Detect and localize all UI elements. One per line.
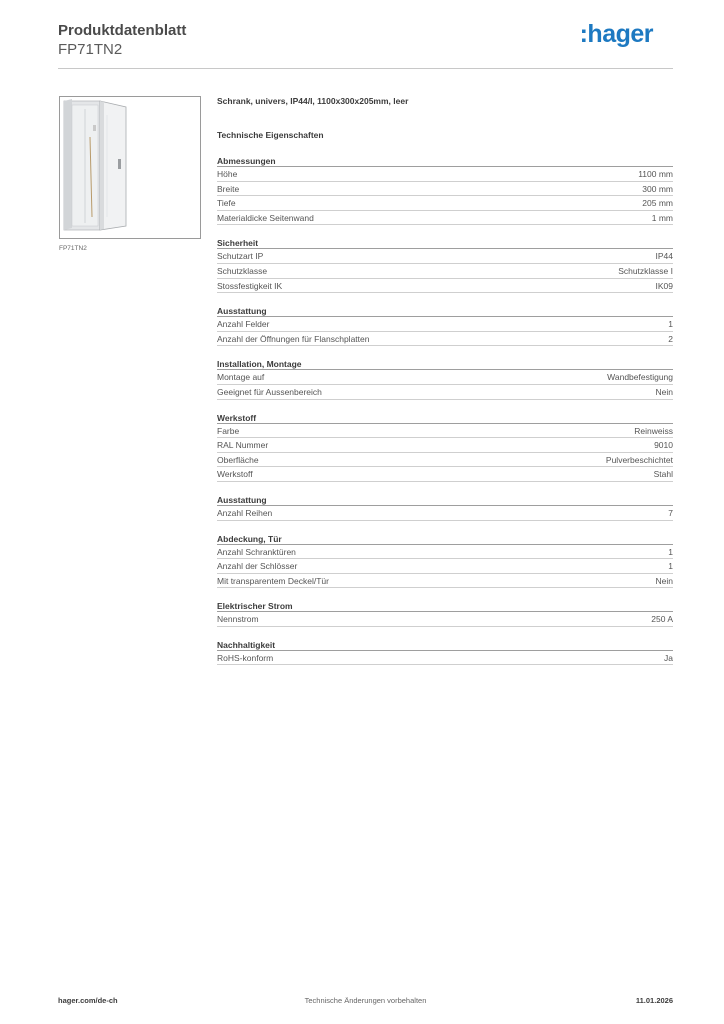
property-label: Anzahl der Schlösser bbox=[217, 561, 298, 572]
property-row bbox=[217, 506, 673, 521]
section-title: Elektrischer Strom bbox=[217, 600, 673, 612]
property-value: Reinweiss bbox=[634, 425, 673, 436]
document-header bbox=[58, 20, 673, 70]
property-label: Anzahl Schranktüren bbox=[217, 546, 296, 557]
section-title: Abmessungen bbox=[217, 155, 673, 167]
footer-notice: Technische Änderungen vorbehalten bbox=[304, 996, 427, 1005]
property-section bbox=[217, 494, 673, 521]
property-section bbox=[217, 358, 673, 399]
property-value: 1 mm bbox=[651, 212, 673, 223]
property-section bbox=[217, 237, 673, 293]
section-title: Nachhaltigkeit bbox=[217, 639, 673, 651]
property-row bbox=[217, 167, 673, 182]
product-content bbox=[217, 95, 673, 665]
property-section bbox=[217, 155, 673, 225]
tech-properties-heading: Technische Eigenschaften bbox=[217, 130, 324, 140]
property-section bbox=[217, 533, 673, 589]
property-value: Pulverbeschichtet bbox=[605, 454, 673, 465]
product-description: Schrank, univers, IP44/I, 1100x300x205mm, leer bbox=[217, 96, 409, 106]
section-title: Ausstattung bbox=[217, 305, 673, 317]
property-label: Breite bbox=[217, 183, 240, 194]
property-section bbox=[217, 639, 673, 666]
property-value: 250 A bbox=[651, 614, 673, 625]
property-label: RAL Nummer bbox=[217, 440, 269, 451]
property-label: RoHS-konform bbox=[217, 652, 274, 663]
property-label: Anzahl Felder bbox=[217, 319, 270, 330]
property-row bbox=[217, 196, 673, 211]
property-value: 2 bbox=[668, 333, 673, 344]
property-value: IP44 bbox=[655, 251, 673, 262]
section-title: Ausstattung bbox=[217, 494, 673, 506]
section-title: Installation, Montage bbox=[217, 358, 673, 370]
property-value: 9010 bbox=[654, 440, 673, 451]
property-row bbox=[217, 385, 673, 400]
section-title: Sicherheit bbox=[217, 237, 673, 249]
property-value: 1100 mm bbox=[638, 169, 673, 179]
property-row bbox=[217, 249, 673, 264]
property-label: Montage auf bbox=[217, 372, 265, 383]
property-row bbox=[217, 438, 673, 453]
property-section bbox=[217, 305, 673, 346]
property-value: Ja bbox=[664, 652, 673, 663]
property-label: Nennstrom bbox=[217, 614, 259, 625]
property-label: Oberfläche bbox=[217, 454, 259, 465]
property-section bbox=[217, 412, 673, 482]
section-title: Werkstoff bbox=[217, 412, 673, 424]
footer-date: 11.01.2026 bbox=[635, 996, 673, 1005]
image-caption: FP71TN2 bbox=[59, 245, 87, 252]
property-row bbox=[217, 211, 673, 226]
property-row bbox=[217, 264, 673, 279]
property-value: Nein bbox=[655, 575, 673, 586]
property-label: Schutzart IP bbox=[217, 251, 264, 262]
property-label: Anzahl Reihen bbox=[217, 507, 273, 518]
property-row bbox=[217, 545, 673, 560]
property-row bbox=[217, 279, 673, 294]
page-footer bbox=[58, 996, 673, 1010]
property-row bbox=[217, 370, 673, 385]
property-value: 300 mm bbox=[642, 183, 673, 194]
document-title: Produktdatenblatt bbox=[58, 22, 187, 39]
property-value: 205 mm bbox=[642, 198, 673, 209]
property-section bbox=[217, 600, 673, 627]
property-row bbox=[217, 332, 673, 347]
header-divider bbox=[58, 68, 673, 69]
property-value: Stahl bbox=[653, 469, 673, 480]
footer-website: hager.com/de-ch bbox=[58, 996, 118, 1005]
property-label: Schutzklasse bbox=[217, 265, 268, 276]
property-row bbox=[217, 559, 673, 574]
cabinet-illustration bbox=[60, 97, 200, 238]
property-label: Anzahl der Öffnungen für Flanschplatten bbox=[217, 333, 370, 344]
property-value: 1 bbox=[668, 319, 673, 330]
property-value: 1 bbox=[668, 561, 673, 572]
property-label: Materialdicke Seitenwand bbox=[217, 212, 314, 223]
property-label: Mit transparentem Deckel/Tür bbox=[217, 575, 329, 586]
property-row bbox=[217, 453, 673, 468]
property-row bbox=[217, 424, 673, 439]
property-row bbox=[217, 317, 673, 332]
product-code: FP71TN2 bbox=[58, 41, 123, 58]
property-label: Tiefe bbox=[217, 198, 236, 209]
property-value: Nein bbox=[655, 386, 673, 397]
property-row bbox=[217, 467, 673, 482]
property-label: Stossfestigkeit IK bbox=[217, 280, 283, 291]
property-label: Geeignet für Aussenbereich bbox=[217, 386, 322, 397]
property-value: 7 bbox=[668, 507, 673, 518]
hager-logo: :hager bbox=[579, 20, 653, 48]
property-row bbox=[217, 182, 673, 197]
property-row bbox=[217, 612, 673, 627]
property-value: Wandbefestigung bbox=[607, 372, 673, 383]
property-value: IK09 bbox=[655, 280, 673, 291]
property-label: Höhe bbox=[217, 169, 238, 179]
property-value: 1 bbox=[668, 546, 673, 557]
property-label: Farbe bbox=[217, 425, 240, 436]
product-image bbox=[59, 96, 201, 239]
property-label: Werkstoff bbox=[217, 469, 253, 480]
property-row bbox=[217, 574, 673, 589]
properties-sections bbox=[217, 155, 673, 665]
section-title: Abdeckung, Tür bbox=[217, 533, 673, 545]
property-row bbox=[217, 651, 673, 666]
property-value: Schutzklasse I bbox=[618, 265, 673, 276]
